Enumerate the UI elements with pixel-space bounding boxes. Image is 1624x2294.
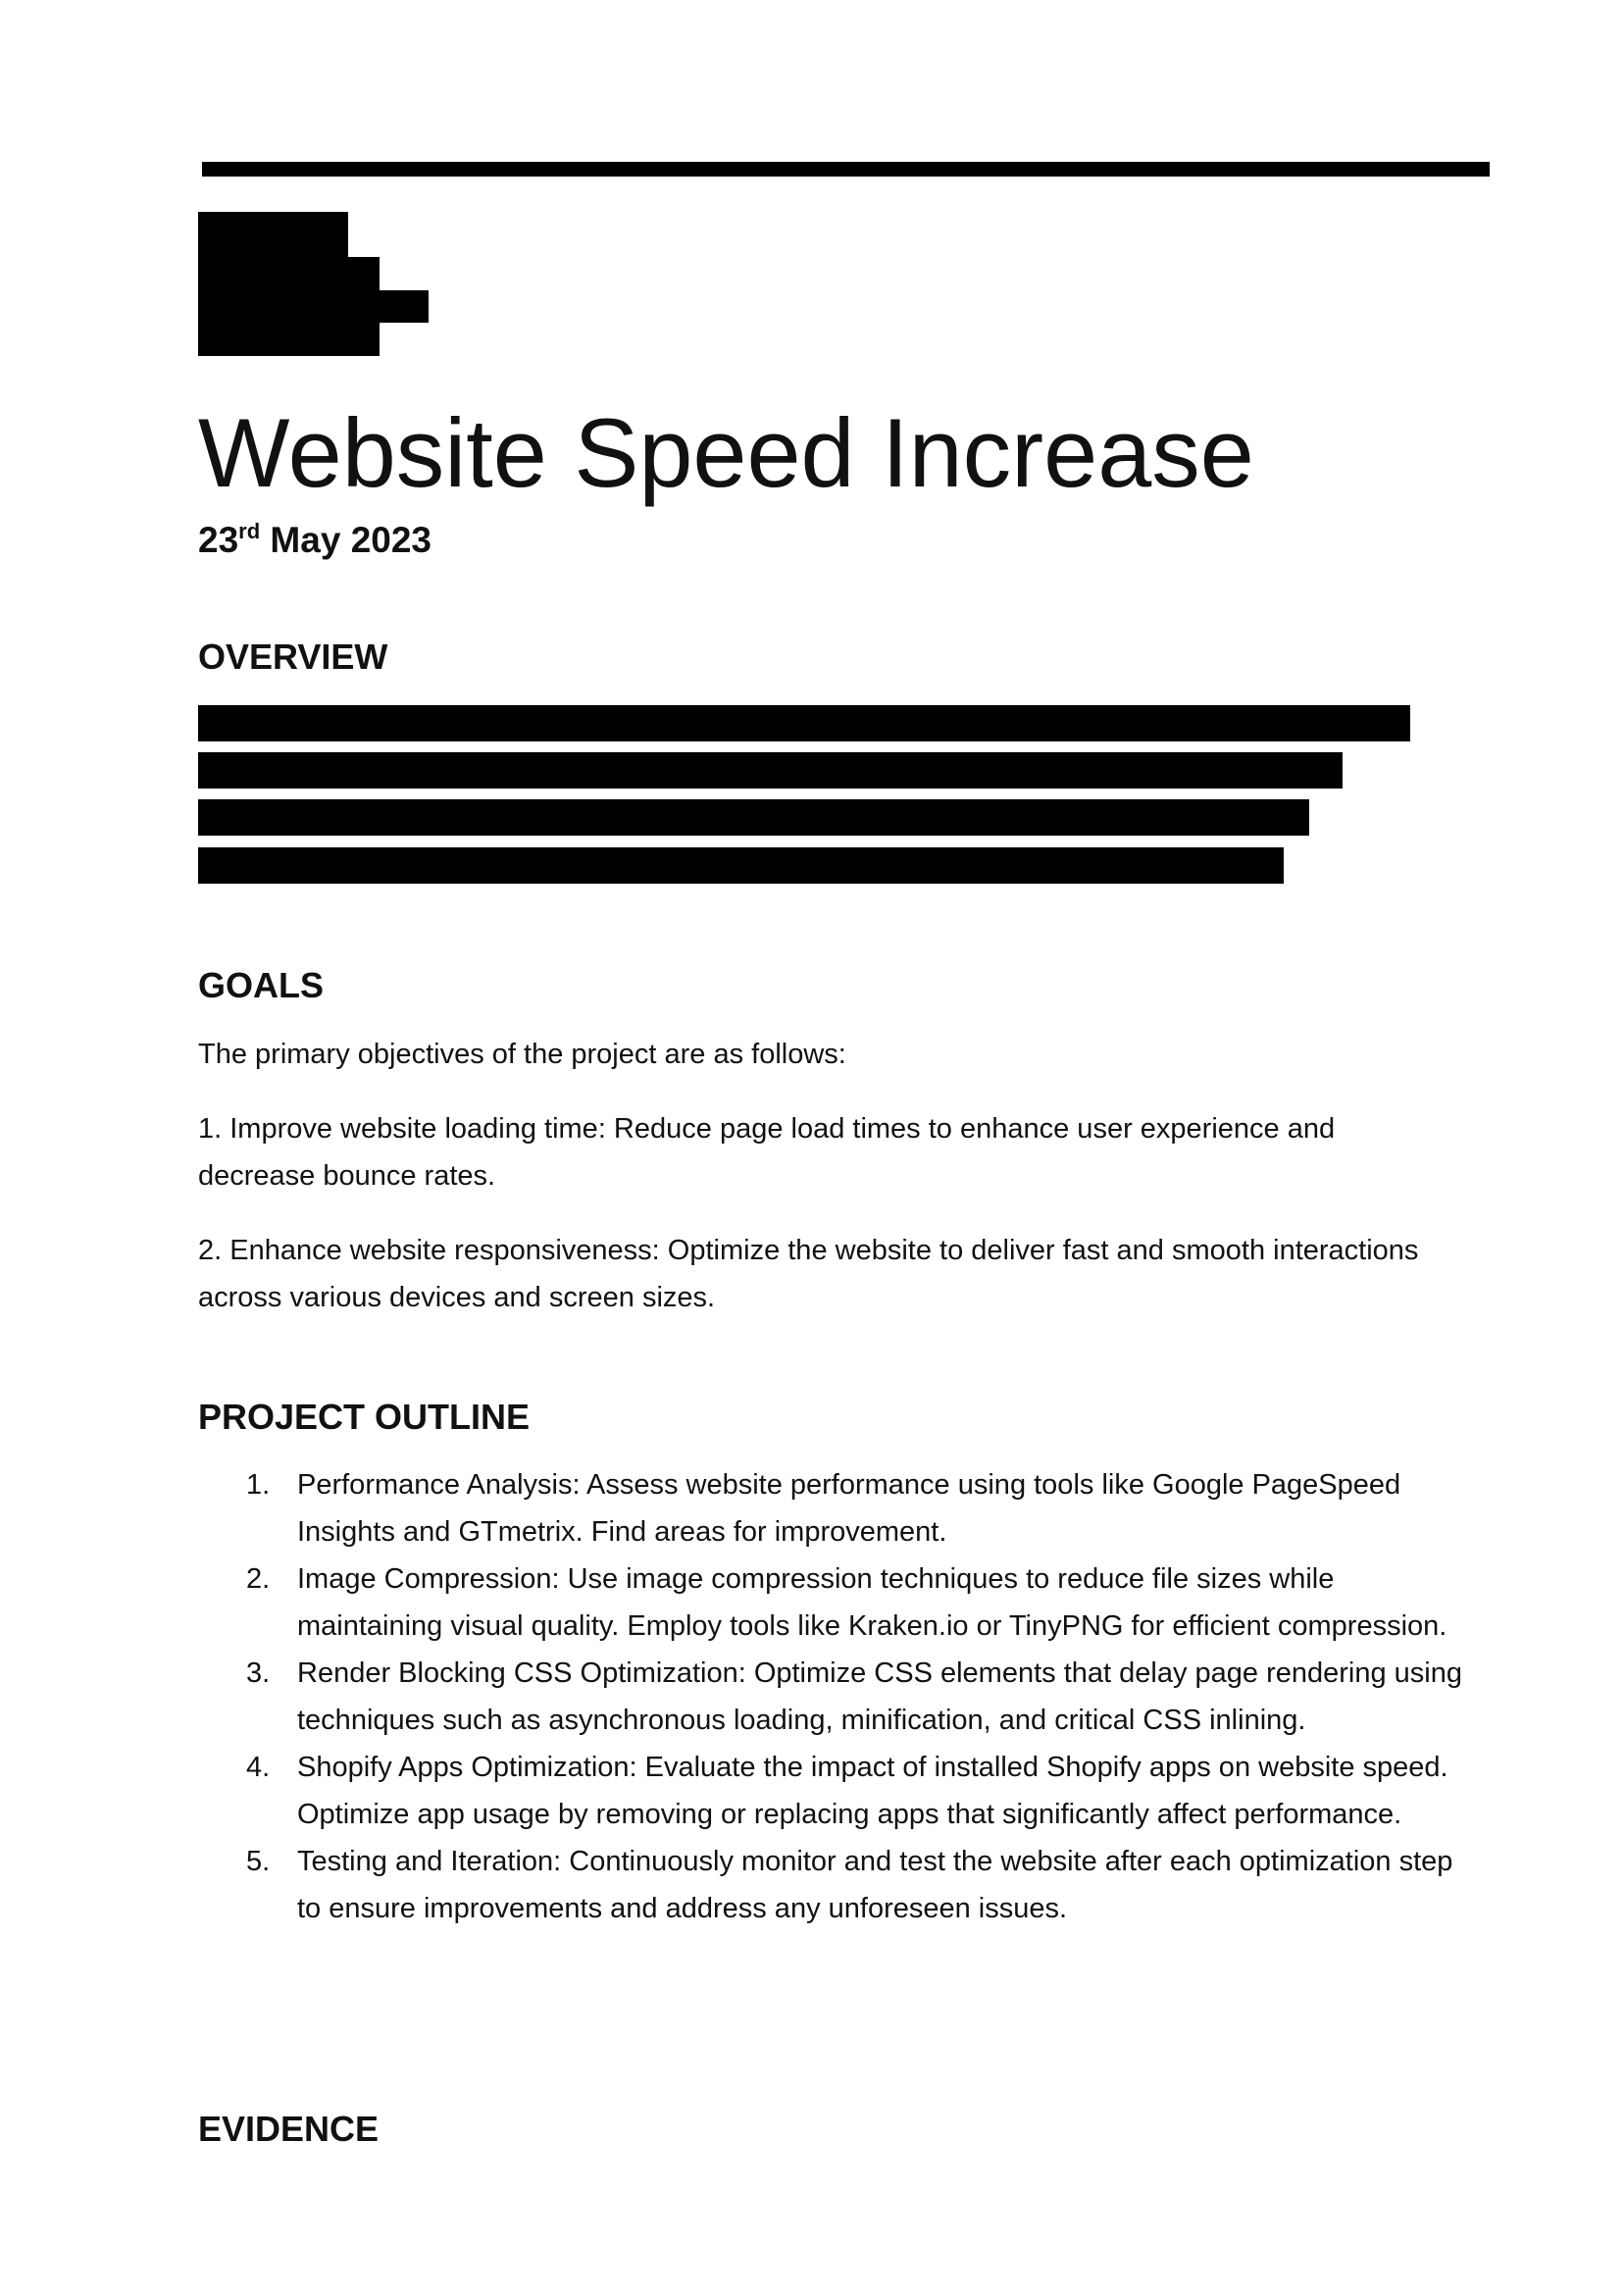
outline-item-number: 5. xyxy=(246,1846,271,1877)
goal-item-1: 1. Improve website loading time: Reduce page load times to enhance user experience and decrease bounce rates. xyxy=(198,1113,1336,1192)
outline-item-number: 1. xyxy=(246,1469,271,1501)
page-title: Website Speed Increase xyxy=(198,398,1254,507)
outline-item xyxy=(198,1555,1473,1650)
evidence-heading: EVIDENCE xyxy=(198,2109,380,2149)
redaction-bar xyxy=(198,257,380,290)
outline-item-text: Testing and Iteration: Continuously monitor and test the website after each optimization step to ensure improvements and address any unforeseen issues. xyxy=(297,1846,1453,1924)
goals-intro: The primary objectives of the project are as follows: xyxy=(198,1039,846,1070)
outline-item-number: 2. xyxy=(246,1563,271,1595)
date-rest: May 2023 xyxy=(260,520,432,560)
outline-item-text: Shopify Apps Optimization: Evaluate the impact of installed Shopify apps on website speed. Optimize app usage by removing or replacing apps that significantly affect performance. xyxy=(297,1752,1448,1830)
outline-item-number: 3. xyxy=(246,1657,271,1689)
outline-item-text: Render Blocking CSS Optimization: Optimize CSS elements that delay page rendering using techniques such as asynchronous loading, minification, and critical CSS inlining. xyxy=(297,1657,1462,1736)
outline-item xyxy=(198,1650,1473,1744)
document-date xyxy=(198,519,432,560)
outline-item-text: Performance Analysis: Assess website performance using tools like Google PageSpeed Insights and GTmetrix. Find areas for improvement. xyxy=(297,1469,1401,1548)
outline-item xyxy=(198,1461,1473,1555)
redaction-bar xyxy=(198,705,1410,741)
outline-item-text: Image Compression: Use image compression techniques to reduce file sizes while maintaining visual quality. Employ tools like Kraken.io or TinyPNG for efficient compression. xyxy=(297,1563,1447,1642)
outline-item-number: 4. xyxy=(246,1752,271,1783)
redaction-bar xyxy=(198,847,1284,884)
overview-heading: OVERVIEW xyxy=(198,637,388,677)
project-outline-heading: PROJECT OUTLINE xyxy=(198,1397,531,1437)
goal-item-2: 2. Enhance website responsiveness: Optimize the website to deliver fast and smooth interactions across various devices and screen sizes. xyxy=(198,1235,1419,1313)
outline-item xyxy=(198,1838,1473,1932)
redaction-bar xyxy=(198,323,380,356)
outline-item xyxy=(198,1744,1473,1838)
date-day: 23 xyxy=(198,520,239,560)
date-suffix: rd xyxy=(238,519,261,543)
redaction-bar xyxy=(198,799,1309,836)
redaction-bar xyxy=(198,290,429,323)
goals-heading: GOALS xyxy=(198,965,325,1005)
header-rule xyxy=(202,162,1490,177)
redaction-bar xyxy=(198,752,1343,789)
project-outline-list xyxy=(198,1461,1473,1932)
redaction-bar xyxy=(198,212,348,257)
